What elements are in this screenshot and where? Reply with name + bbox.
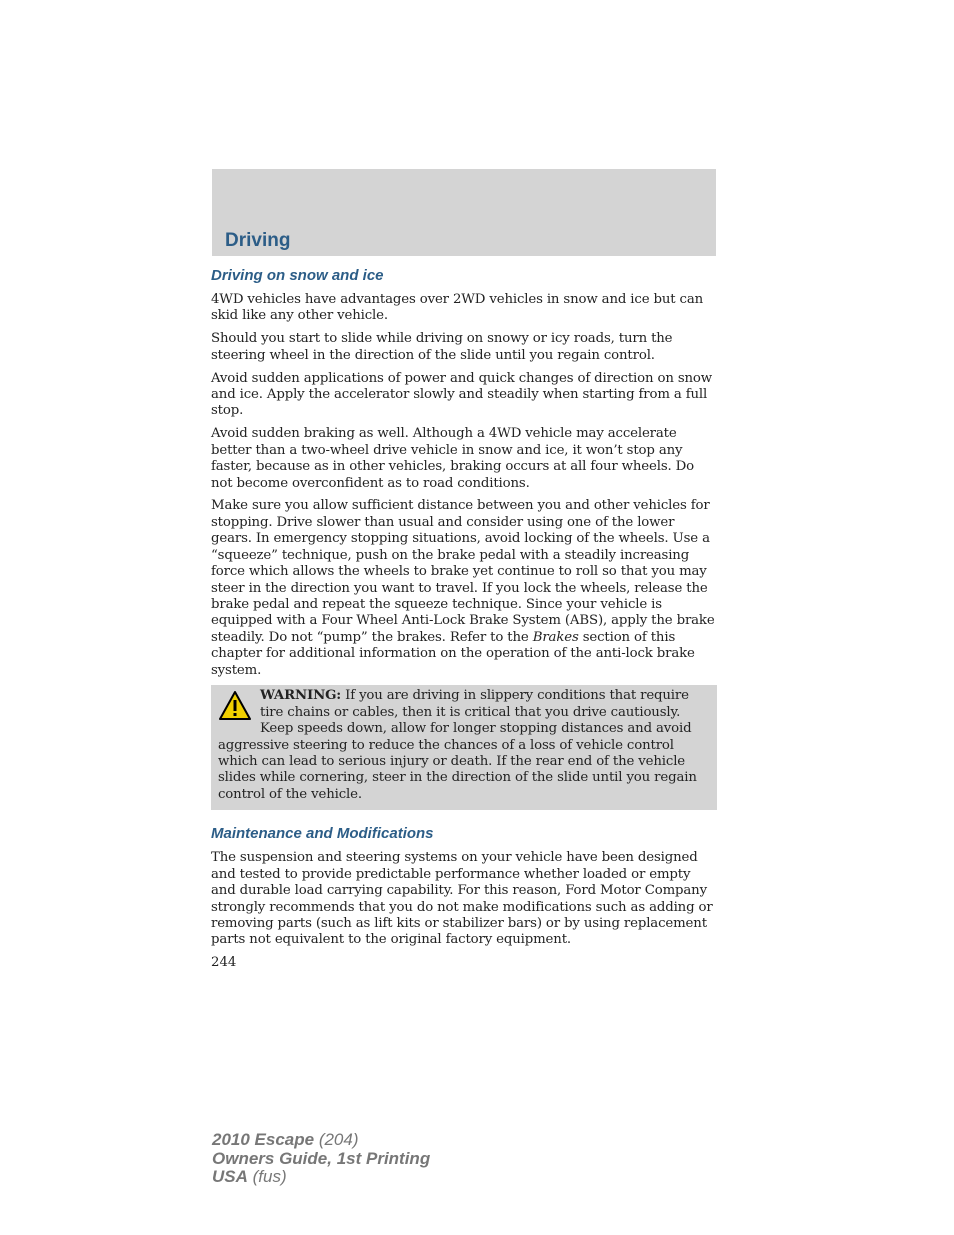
footer-market-code: (fus) (247, 1167, 287, 1186)
paragraph (211, 498, 717, 678)
footer-line-market (212, 1168, 430, 1187)
footer-model-code: (204) (314, 1130, 359, 1149)
footer-line-model (212, 1131, 430, 1150)
warning-body: If you are driving in slippery conditions that require tire chains or cables, then it is critical that you drive cautiously. Keep speeds down, allow for longer stopping distances and avoid aggressive steering to reduce the chances of a loss of vehicle control which can lead to serious injury or death. If the rear end of the vehicle slides while cornering, steer in the direction of the slide until you regain control of the vehicle. (218, 688, 697, 802)
footer-market: USA (212, 1167, 248, 1186)
chapter-title: Driving (225, 230, 291, 251)
section-heading-maintenance: Maintenance and Modifications (211, 825, 434, 843)
paragraph: Avoid sudden braking as well. Although a 4WD vehicle may accelerate better than a two-wheel drive vehicle in snow and ice, it won’t stop any faster, because as in other vehicles, braking occurs at all four wheels. Do not become overconfident as to road conditions. (211, 426, 695, 491)
footer-print-info (212, 1131, 430, 1187)
paragraph: Should you start to slide while driving on snowy or icy roads, turn the steering wheel in the direction of the slide until you regain control. (211, 331, 673, 363)
footer-printing: Owners Guide, 1st Printing (212, 1148, 431, 1168)
footer-model: 2010 Escape (212, 1130, 315, 1149)
warning-box (211, 685, 717, 810)
warning-text (218, 688, 709, 803)
paragraph: Avoid sudden applications of power and quick changes of direction on snow and ice. Apply the accelerator slowly and steadily when starting from a full stop. (211, 370, 713, 419)
warning-label: WARNING: (260, 688, 342, 704)
page-number: 244 (211, 955, 237, 971)
paragraph: The suspension and steering systems on your vehicle have been designed and tested to provide predictable performance whether loaded or empty and durable load carrying capability. For this reason, Ford Motor Company strongly recommends that you do not make modifications such as adding or removing parts (such as lift kits or stabilizer bars) or by using replacement parts not equivalent to the original factory equipment. (211, 850, 713, 948)
page-content (211, 266, 717, 970)
warning-triangle-icon (218, 690, 252, 722)
section-heading-snow-ice: Driving on snow and ice (211, 267, 384, 284)
paragraph: 4WD vehicles have advantages over 2WD vehicles in snow and ice but can skid like any other vehicle. (211, 292, 704, 324)
paragraph-text: Make sure you allow sufficient distance between you and other vehicles for stopping. Drive slower than usual and consider using one of the lower gears. In emergency stopping situations, avoid locking of the wheels. Use a “squeeze” technique, push on the brake pedal with a steadily increasing force which allows the wheels to brake yet continue to roll so that you may steer in the direction you want to travel. If you lock the wheels, release the brake pedal and repeat the squeeze technique. Since your vehicle is equipped with a Four Wheel Anti-Lock Brake System (ABS), apply the brake steadily. Do not “pump” the brakes. Refer to the (211, 498, 715, 645)
chapter-header-band (212, 169, 716, 256)
paragraph-text: section of this chapter for additional information on the operation of the anti-lock brake system. (211, 629, 695, 678)
brakes-reference: Brakes (532, 629, 579, 645)
